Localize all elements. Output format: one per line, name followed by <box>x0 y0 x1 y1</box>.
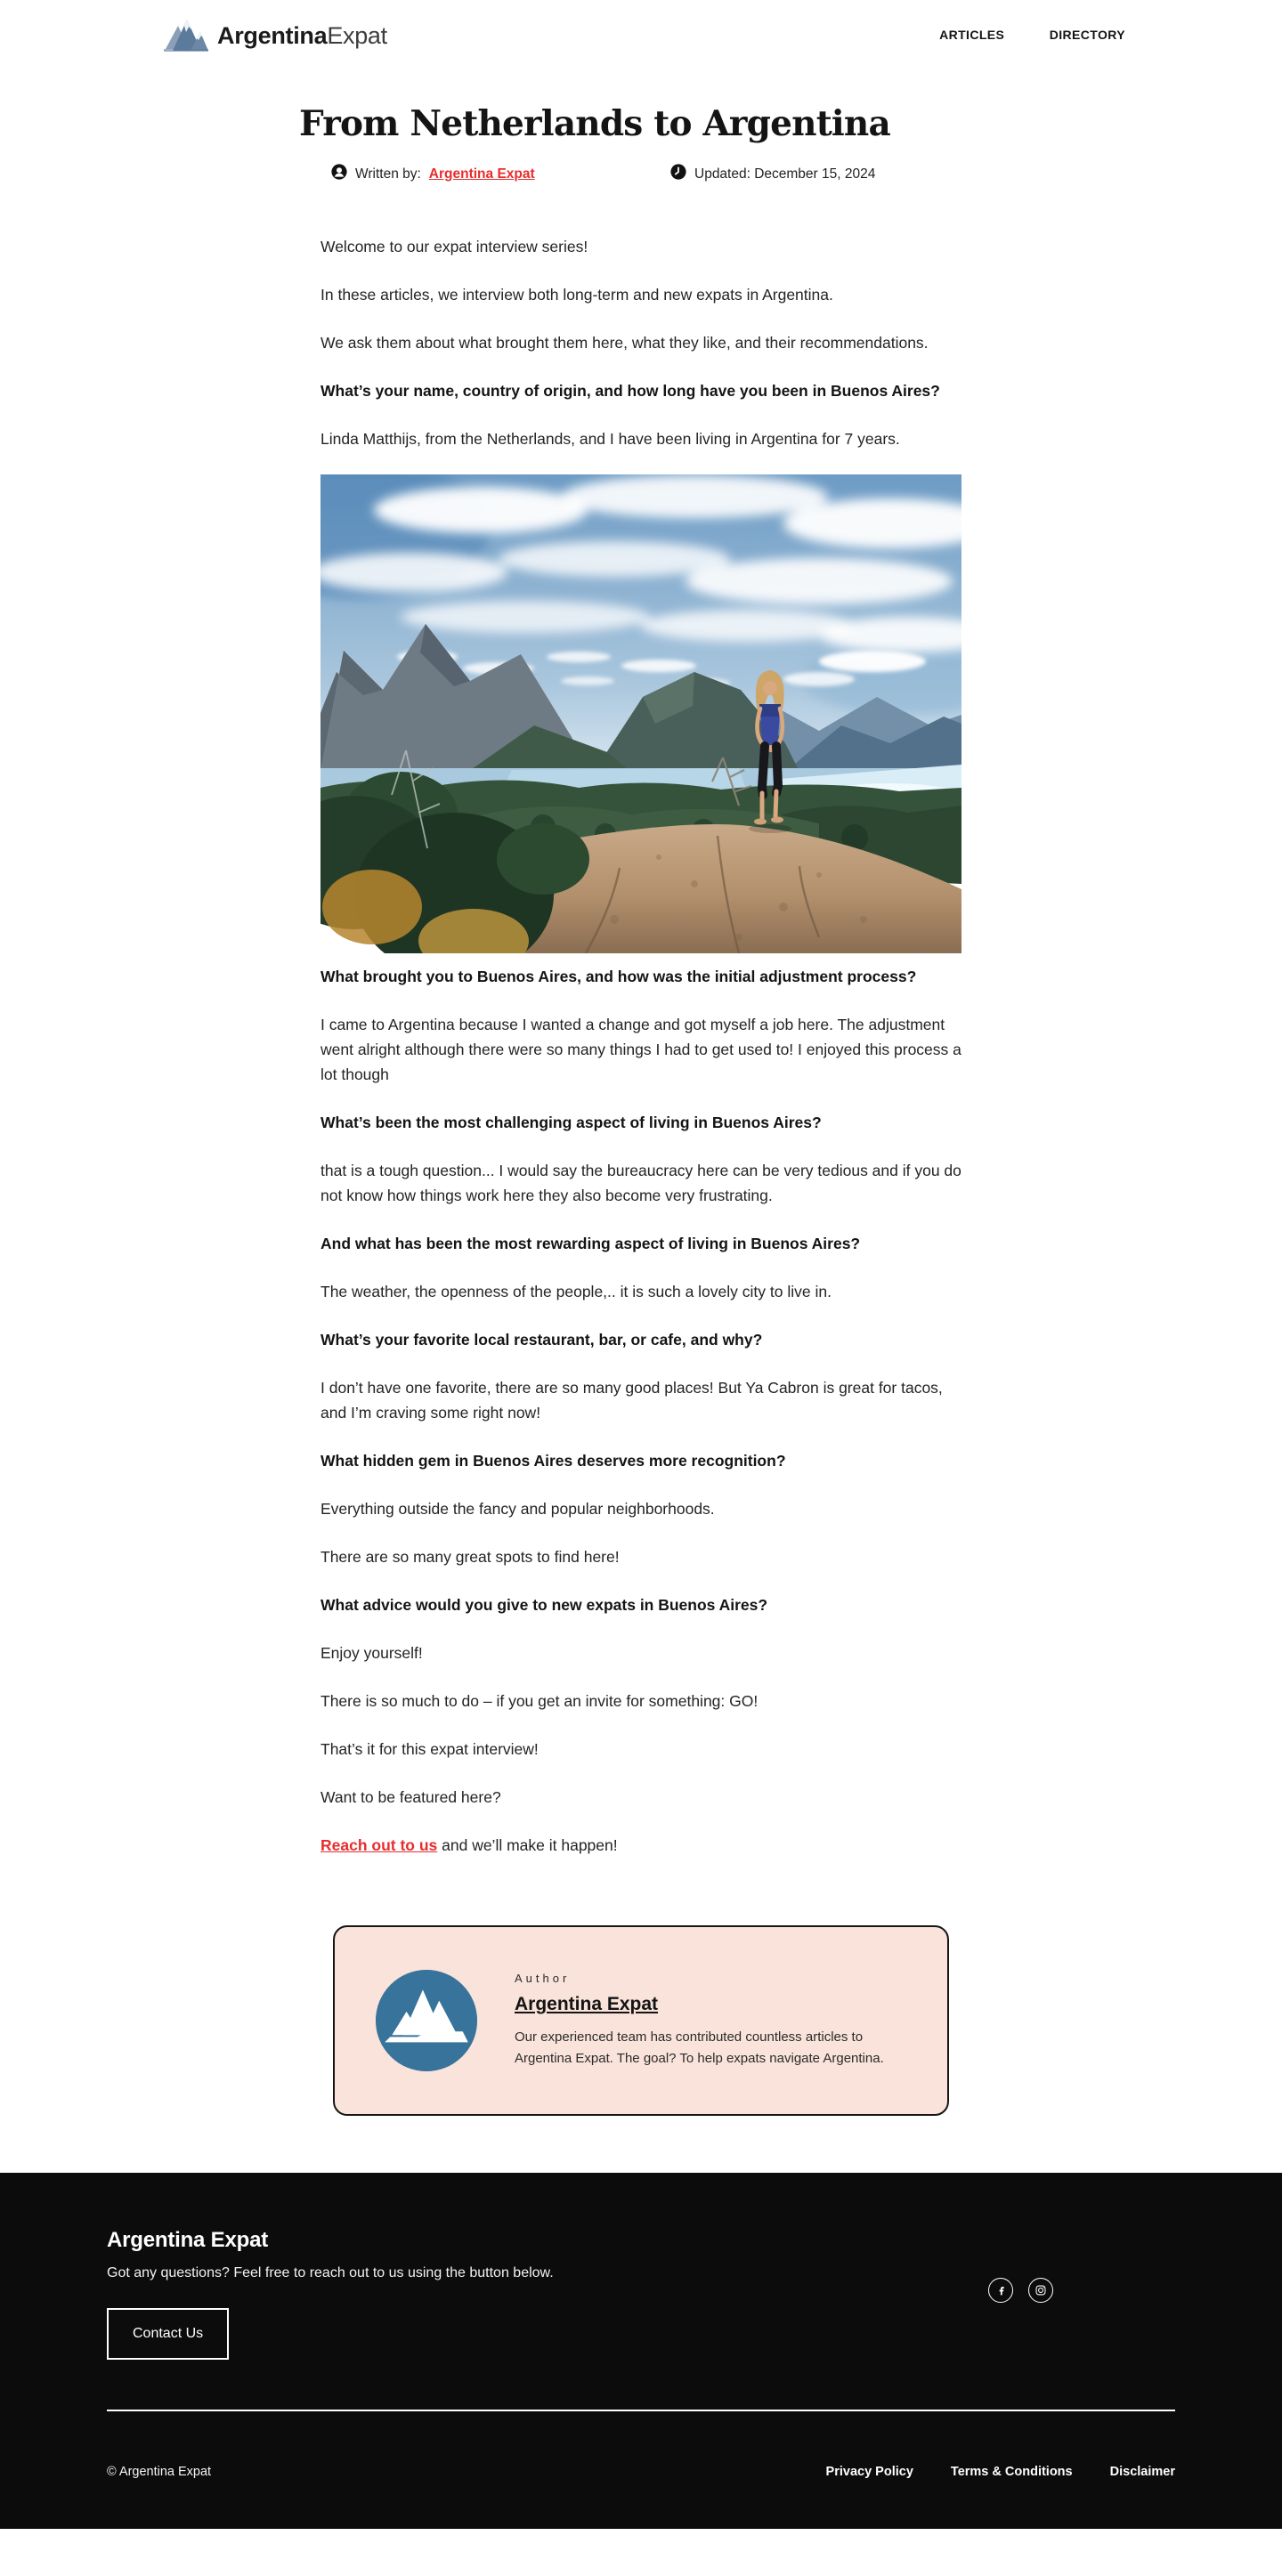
question-heading: What brought you to Buenos Aires, and how was the initial adjustment process? <box>320 968 917 985</box>
author-card-text <box>515 1972 906 2070</box>
logo-text-bold: Argentina <box>217 21 328 49</box>
footer-link-terms[interactable]: Terms & Conditions <box>950 2465 1073 2479</box>
article-paragraph: There is so much to do – if you get an invite for something: GO! <box>320 1692 759 1710</box>
updated-label: Updated: December 15, 2024 <box>694 166 876 182</box>
person-icon <box>331 164 347 184</box>
footer-subtext: Got any questions? Feel free to reach out to us using the button below. <box>107 2265 554 2280</box>
nav-directory[interactable]: DIRECTORY <box>1049 28 1125 42</box>
question-heading: What’s your name, country of origin, and how long have you been in Buenos Aires? <box>320 382 940 400</box>
written-by-label: Written by: <box>355 166 421 182</box>
article-paragraph: I came to Argentina because I wanted a change and got myself a job here. The adjustment went alright although there were so many things I had to get used to! I enjoyed this process a lot though <box>320 1016 961 1083</box>
article-paragraph: That’s it for this expat interview! <box>320 1740 539 1758</box>
site-footer <box>0 2173 1282 2529</box>
article-paragraph: that is a tough question... I would say the bureaucracy here can be very tedious and if you do not know how things work here they also become very frustrating. <box>320 1162 961 1204</box>
article-paragraph: The weather, the openness of the people,.. it is such a lovely city to live in. <box>320 1283 832 1300</box>
byline <box>299 164 983 184</box>
article-paragraph: Want to be featured here? <box>320 1788 501 1806</box>
author-card <box>333 1925 949 2116</box>
facebook-icon[interactable] <box>988 2278 1013 2303</box>
question-heading: What’s your favorite local restaurant, bar, or cafe, and why? <box>320 1331 763 1349</box>
site-header <box>0 0 1282 71</box>
logo-text <box>217 21 387 49</box>
article-paragraph: Enjoy yourself! <box>320 1644 423 1662</box>
article-paragraph: We ask them about what brought them here, what they like, and their recommendations. <box>320 334 929 352</box>
footer-bottom <box>107 2465 1175 2479</box>
avatar-mountain-icon <box>376 1970 477 2071</box>
footer-heading: Argentina Expat <box>107 2228 269 2252</box>
author-bio: Our experienced team has contributed countless articles to Argentina Expat. The goal? To help expats navigate Argentina. <box>515 2029 884 2066</box>
question-heading: What’s been the most challenging aspect of living in Buenos Aires? <box>320 1114 822 1131</box>
article-body <box>320 234 961 1858</box>
article-paragraph: Everything outside the fancy and popular neighborhoods. <box>320 1500 715 1518</box>
page-title: From Netherlands to Argentina <box>299 103 890 144</box>
article-paragraph: In these articles, we interview both long-term and new expats in Argentina. <box>320 286 833 304</box>
footer-divider <box>107 2410 1175 2411</box>
nav-articles[interactable]: ARTICLES <box>939 28 1005 42</box>
main-content <box>0 71 1282 2116</box>
question-heading: What advice would you give to new expats in Buenos Aires? <box>320 1596 768 1614</box>
clock-icon <box>670 164 686 184</box>
article-photo <box>320 474 961 953</box>
author-card-link[interactable]: Argentina Expat <box>515 1994 659 2014</box>
contact-us-button[interactable]: Contact Us <box>107 2308 229 2360</box>
reach-out-link[interactable]: Reach out to us <box>320 1836 438 1854</box>
copyright-text: © Argentina Expat <box>107 2465 212 2479</box>
instagram-icon[interactable] <box>1028 2278 1053 2303</box>
byline-updated <box>670 164 875 184</box>
byline-author <box>331 164 670 184</box>
footer-nav <box>792 2465 1175 2479</box>
article-paragraph: There are so many great spots to find here! <box>320 1548 620 1566</box>
author-label: Author <box>515 1972 571 1985</box>
article <box>299 71 983 2116</box>
main-nav <box>898 28 1125 44</box>
article-paragraph: Linda Matthijs, from the Netherlands, and I have been living in Argentina for 7 years. <box>320 430 900 448</box>
article-paragraph: Reach out to us and we’ll make it happen! <box>320 1836 618 1854</box>
question-heading: What hidden gem in Buenos Aires deserves more recognition? <box>320 1452 786 1470</box>
social-links <box>988 2278 1053 2303</box>
article-paragraph: Welcome to our expat interview series! <box>320 238 588 255</box>
author-link[interactable]: Argentina Expat <box>428 166 535 182</box>
author-avatar <box>376 1970 477 2071</box>
logo-mountain-icon <box>157 15 208 57</box>
footer-link-privacy[interactable]: Privacy Policy <box>825 2465 913 2479</box>
footer-link-disclaimer[interactable]: Disclaimer <box>1109 2465 1175 2479</box>
logo-text-light: Expat <box>327 21 387 49</box>
article-paragraph: I don’t have one favorite, there are so many good places! But Ya Cabron is great for tacos, and I’m craving some right now! <box>320 1379 943 1422</box>
site-logo[interactable] <box>157 15 387 57</box>
question-heading: And what has been the most rewarding aspect of living in Buenos Aires? <box>320 1235 861 1252</box>
